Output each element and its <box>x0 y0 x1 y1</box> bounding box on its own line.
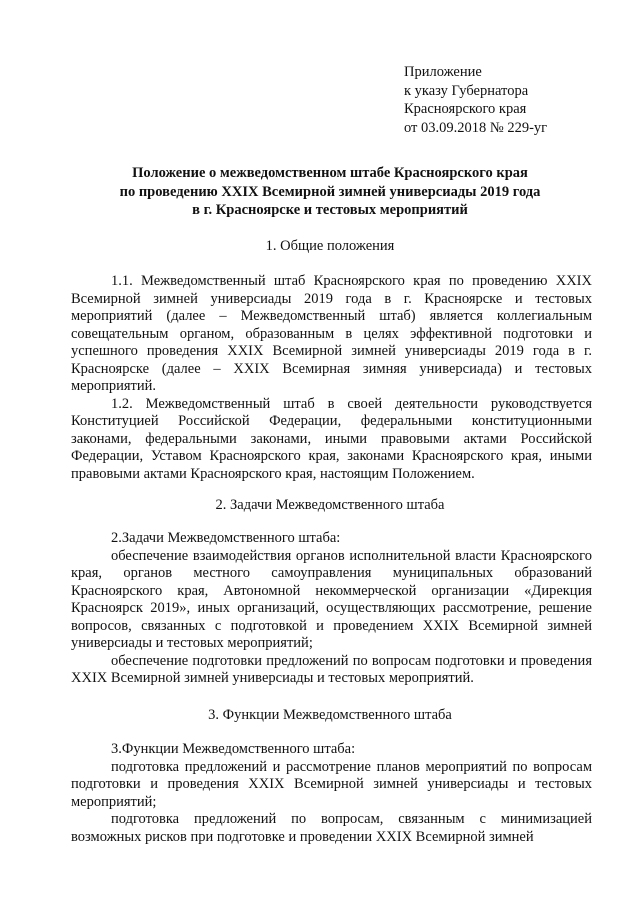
title-line: в г. Красноярске и тестовых мероприятий <box>192 202 468 218</box>
section-intro: 2.Задачи Межведомственного штаба: <box>111 530 341 546</box>
paragraph: 1.1. Межведомственный штаб Красноярского края по проведению XXIX Всемирной зимней универсиады 2019 года в г. Красноярске и тестовых мероприятий (далее – Межведомственный штаб) является коллегиальным совещательным органом, образованным в целях эффективной подготовки и успешного проведения XXIX Всемирной зимней универсиады 2019 года в г. Красноярске (далее – XXIX Всемирная зимняя универсиада) и тестовых мероприятий. <box>71 273 592 394</box>
section-heading: 2. Задачи Межведомственного штаба <box>215 497 445 513</box>
appendix-line: Приложение <box>404 64 482 80</box>
document-title <box>60 164 600 220</box>
appendix-line: Красноярского края <box>404 101 527 117</box>
section-heading: 3. Функции Межведомственного штаба <box>208 707 452 723</box>
title-line: Положение о межведомственном штабе Красноярского края <box>132 165 528 181</box>
appendix-block <box>404 63 634 137</box>
section-body <box>71 741 592 846</box>
paragraph: обеспечение взаимодействия органов исполнительной власти Красноярского края, органов местного самоуправления муниципальных образований Красноярского края, Автономной некоммерческой организации «Дирекция Красноярск 2019», иных организаций, осуществляющих рассмотрение, решение вопросов, связанных с подготовкой и проведением XXIX Всемирной зимней универсиады и тестовых мероприятий; <box>71 547 592 651</box>
title-line: по проведению XXIX Всемирной зимней универсиады 2019 года <box>119 183 541 200</box>
section-intro: 3.Функции Межведомственного штаба: <box>111 741 356 757</box>
paragraph: 1.2. Межведомственный штаб в своей деятельности руководствуется Конституцией Российской Федерации, федеральными конституционными законами, федеральными законами, иными правовыми актами Российской Федерации, Уставом Красноярского края, законами Красноярского края, иными правовыми актами Красноярского края, настоящим Положением. <box>71 395 592 482</box>
section-heading: 1. Общие положения <box>265 238 395 254</box>
appendix-line: к указу Губернатора <box>404 82 529 99</box>
appendix-line: от 03.09.2018 № 229-уг <box>404 119 548 136</box>
section-body <box>71 273 592 483</box>
paragraph: подготовка предложений и рассмотрение планов мероприятий по вопросам подготовки и проведения XXIX Всемирной зимней универсиады и тестовых мероприятий; <box>71 758 592 810</box>
section-body <box>71 530 592 688</box>
paragraph: подготовка предложений по вопросам, связанным с минимизацией возможных рисков при подготовке и проведении XXIX Всемирной зимней <box>71 811 592 845</box>
paragraph: обеспечение подготовки предложений по вопросам подготовки и проведения XXIX Всемирной зимней универсиады и тестовых мероприятий. <box>71 652 592 686</box>
